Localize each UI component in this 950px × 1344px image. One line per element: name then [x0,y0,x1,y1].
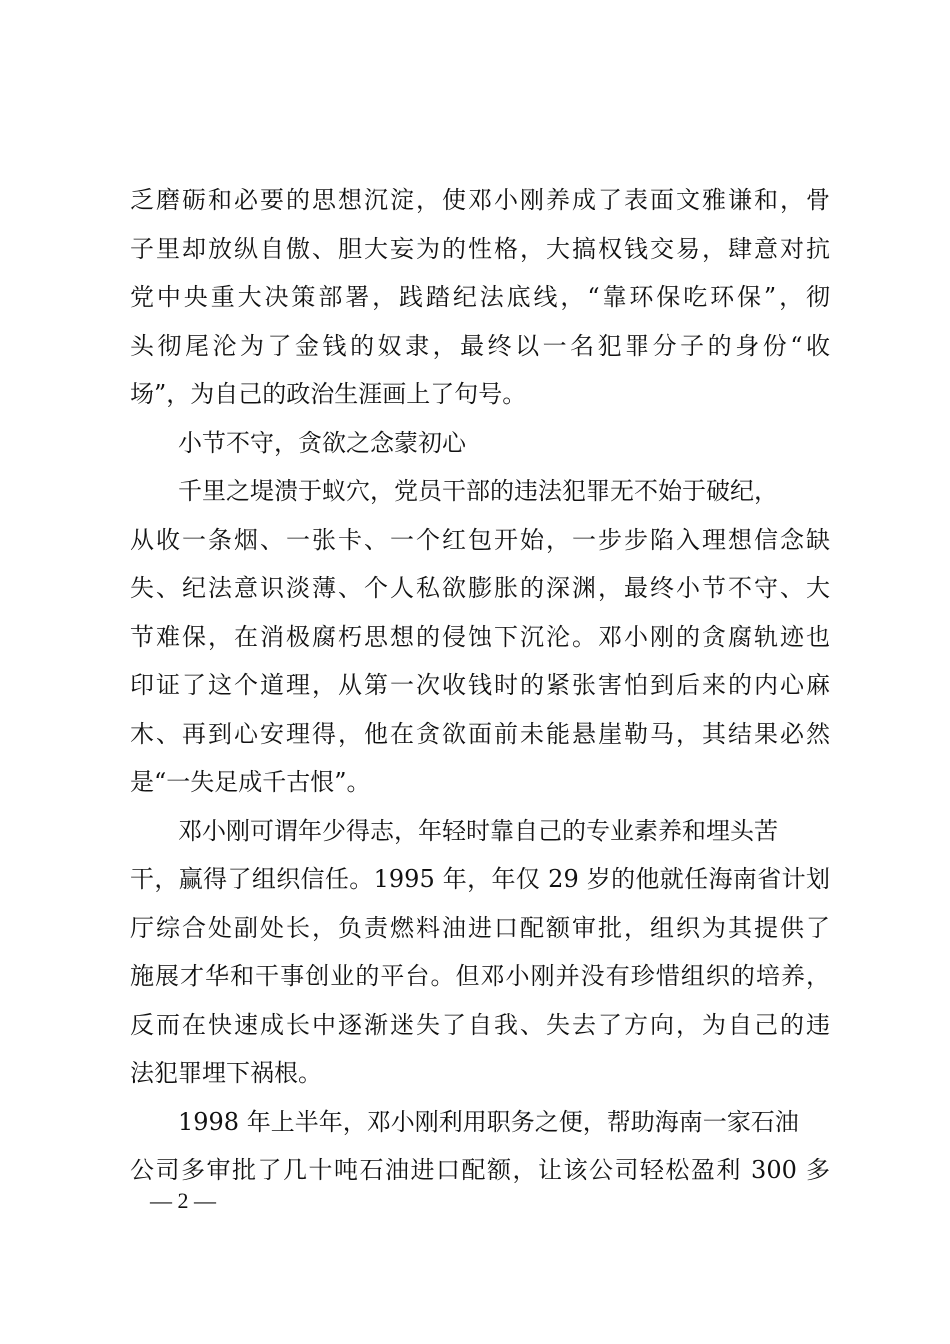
text-line: 1998 年上半年，邓小刚利用职务之便，帮助海南一家石油 [178,1107,799,1136]
text-line: 公司多审批了几十吨石油进口配额，让该公司轻松盈利 300 多 [130,1156,830,1184]
text-line: 反而在快速成长中逐渐迷失了自我、失去了方向，为自己的违 [130,1010,830,1039]
text-line: 干，赢得了组织信任。1995 年，年仅 29 岁的他就任海南省计划 [130,865,830,893]
text-line: 节难保，在消极腐朽思想的侵蚀下沉沦。邓小刚的贪腐轨迹也 [130,622,830,651]
text-line: 邓小刚可谓年少得志，年轻时靠自己的专业素养和埋头苦 [178,816,778,845]
text-line: 法犯罪埋下祸根。 [130,1059,322,1087]
text-line: 印证了这个道理，从第一次收钱时的紧张害怕到后来的内心麻 [130,671,830,699]
text-line: 乏磨砺和必要的思想沉淀，使邓小刚养成了表面文雅谦和，骨 [130,186,830,214]
section-heading: 小节不守，贪欲之念蒙初心 [178,428,466,457]
body-text [130,176,830,1195]
text-line: 厅综合处副处长，负责燃料油进口配额审批，组织为其提供了 [130,913,830,942]
text-line: 场”，为自己的政治生涯画上了句号。 [130,380,527,408]
text-line: 从收一条烟、一张卡、一个红包开始，一步步陷入理想信念缺 [130,525,830,554]
text-line: 头彻尾沦为了金钱的奴隶，最终以一名犯罪分子的身份“收 [130,331,830,360]
text-line: 施展才华和干事创业的平台。但邓小刚并没有珍惜组织的培养， [130,962,830,990]
text-line: 木、再到心安理得，他在贪欲面前未能悬崖勒马，其结果必然 [130,719,830,748]
text-line: 子里却放纵自傲、胆大妄为的性格，大搞权钱交易，肆意对抗 [130,234,830,263]
text-line: 失、纪法意识淡薄、个人私欲膨胀的深渊，最终小节不守、大 [130,574,830,602]
text-line: 是“一失足成千古恨”。 [130,768,371,796]
text-line: 千里之堤溃于蚁穴，党员干部的违法犯罪无不始于破纪， [178,477,778,505]
page-number: — 2 — [150,1188,216,1213]
text-line: 党中央重大决策部署，践踏纪法底线，“靠环保吃环保”，彻 [130,283,830,311]
